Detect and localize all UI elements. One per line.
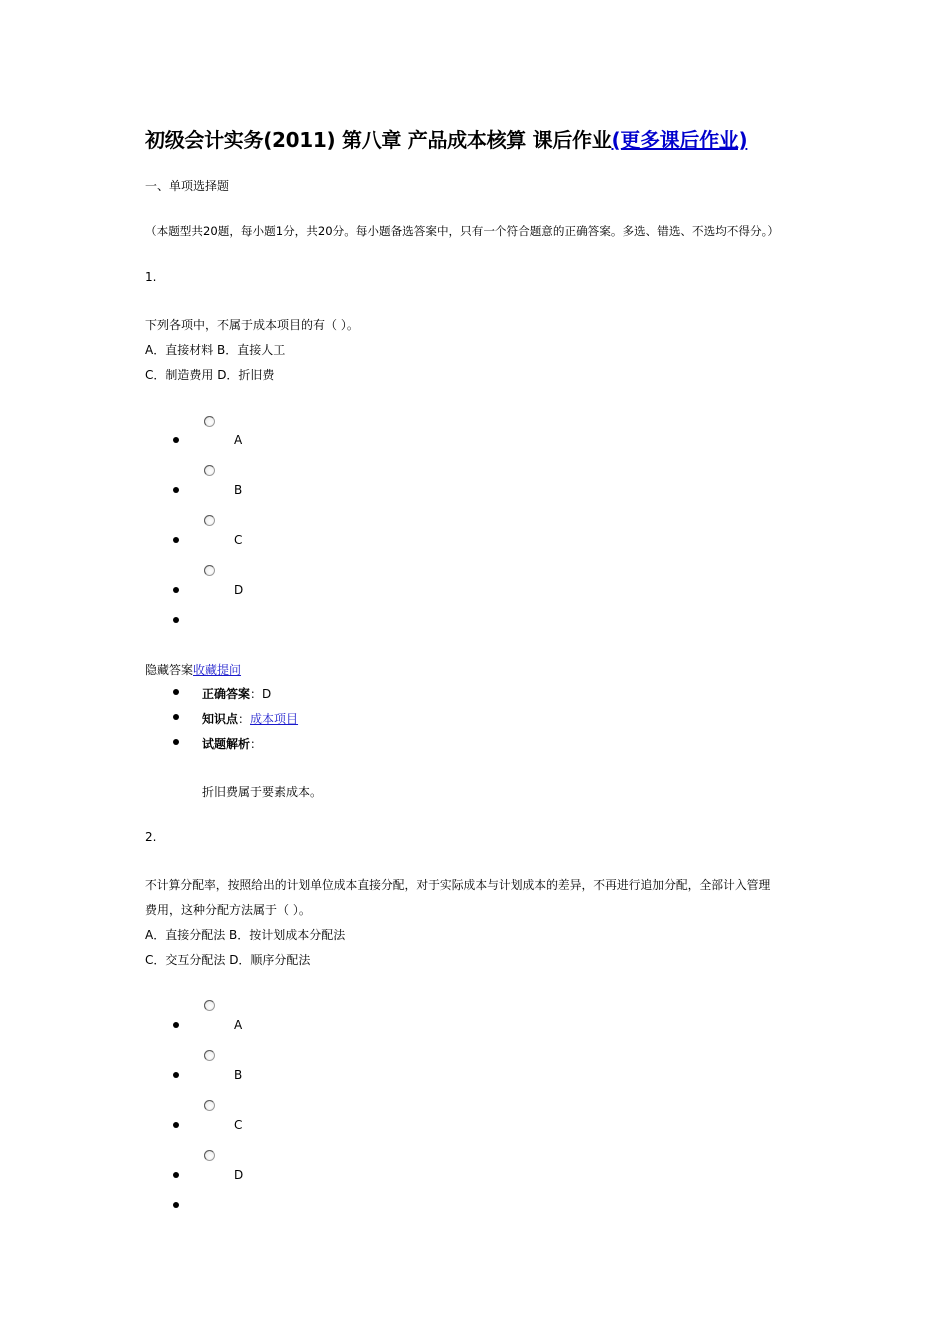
bookmark-question-link[interactable]: 收藏提问 bbox=[193, 663, 242, 677]
question-number-dot: . bbox=[152, 270, 157, 284]
question-number-dot: . bbox=[152, 830, 157, 844]
bullet-icon bbox=[173, 487, 179, 493]
question-1-choices-line1: A．直接材料 B．直接人工 bbox=[145, 343, 286, 357]
correct-answer-row bbox=[202, 685, 271, 702]
q1-option-c-radio[interactable] bbox=[204, 515, 215, 526]
bullet-icon bbox=[173, 1172, 179, 1178]
q2-option-b-label: B bbox=[234, 1068, 243, 1082]
bullet-icon bbox=[173, 1072, 179, 1078]
answer-toolbar bbox=[145, 661, 241, 678]
section-heading: 一、单项选择题 bbox=[145, 179, 230, 193]
correct-answer-label: 正确答案 bbox=[202, 687, 251, 701]
section-instructions: （本题型共20题，每小题1分，共20分。每小题备选答案中，只有一个符合题意的正确答案。多选、错选、不选均不得分。） bbox=[145, 224, 779, 238]
analysis-label: 试题解析 bbox=[202, 737, 251, 751]
question-1-choices-line2: C．制造费用 D．折旧费 bbox=[145, 368, 275, 382]
bullet-icon bbox=[173, 739, 179, 745]
question-2-choices-line2: C．交互分配法 D．顺序分配法 bbox=[145, 953, 311, 967]
bullet-icon bbox=[173, 617, 179, 623]
q2-option-c-label: C bbox=[234, 1118, 243, 1132]
q1-option-d-label: D bbox=[234, 583, 244, 597]
title-text: 初级会计实务(2011) 第八章 产品成本核算 课后作业 bbox=[145, 128, 612, 152]
colon: ： bbox=[250, 737, 263, 751]
q1-option-c-label: C bbox=[234, 533, 243, 547]
bullet-icon bbox=[173, 689, 179, 695]
colon: ： bbox=[238, 712, 251, 726]
colon: ： bbox=[250, 687, 263, 701]
page-title bbox=[145, 124, 747, 153]
q2-option-c-radio[interactable] bbox=[204, 1100, 215, 1111]
q1-option-a-radio[interactable] bbox=[204, 416, 215, 427]
bullet-icon bbox=[173, 1122, 179, 1128]
q2-option-a-label: A bbox=[234, 1018, 243, 1032]
question-2-text-line1: 不计算分配率，按照给出的计划单位成本直接分配，对于实际成本与计划成本的差异，不再进行追加分配，全部计入管理 bbox=[145, 878, 771, 892]
question-2-text-line2: 费用，这种分配方法属于（ ）。 bbox=[145, 903, 311, 917]
more-homework-link[interactable]: (更多课后作业) bbox=[611, 128, 748, 152]
q2-option-a-radio[interactable] bbox=[204, 1000, 215, 1011]
knowledge-point-row bbox=[202, 710, 298, 727]
question-1-text: 下列各项中，不属于成本项目的有（ ）。 bbox=[145, 318, 359, 332]
analysis-row bbox=[202, 735, 262, 752]
correct-answer-value: D bbox=[262, 687, 272, 701]
q1-option-a-label: A bbox=[234, 433, 243, 447]
q2-option-d-radio[interactable] bbox=[204, 1150, 215, 1161]
bullet-icon bbox=[173, 1202, 179, 1208]
question-2-number bbox=[145, 830, 156, 844]
knowledge-point-link[interactable]: 成本项目 bbox=[250, 712, 299, 726]
bullet-icon bbox=[173, 1022, 179, 1028]
analysis-text: 折旧费属于要素成本。 bbox=[202, 785, 323, 799]
question-number: 1 bbox=[145, 270, 153, 284]
question-2-choices-line1: A．直接分配法 B．按计划成本分配法 bbox=[145, 928, 346, 942]
q2-option-b-radio[interactable] bbox=[204, 1050, 215, 1061]
question-1-number bbox=[145, 270, 156, 284]
bullet-icon bbox=[173, 437, 179, 443]
q2-option-d-label: D bbox=[234, 1168, 244, 1182]
knowledge-point-label: 知识点 bbox=[202, 712, 239, 726]
question-number: 2 bbox=[145, 830, 153, 844]
bullet-icon bbox=[173, 714, 179, 720]
q1-option-d-radio[interactable] bbox=[204, 565, 215, 576]
q1-option-b-label: B bbox=[234, 483, 243, 497]
bullet-icon bbox=[173, 587, 179, 593]
hide-answer-button[interactable]: 隐藏答案 bbox=[145, 663, 194, 677]
bullet-icon bbox=[173, 537, 179, 543]
q1-option-b-radio[interactable] bbox=[204, 465, 215, 476]
